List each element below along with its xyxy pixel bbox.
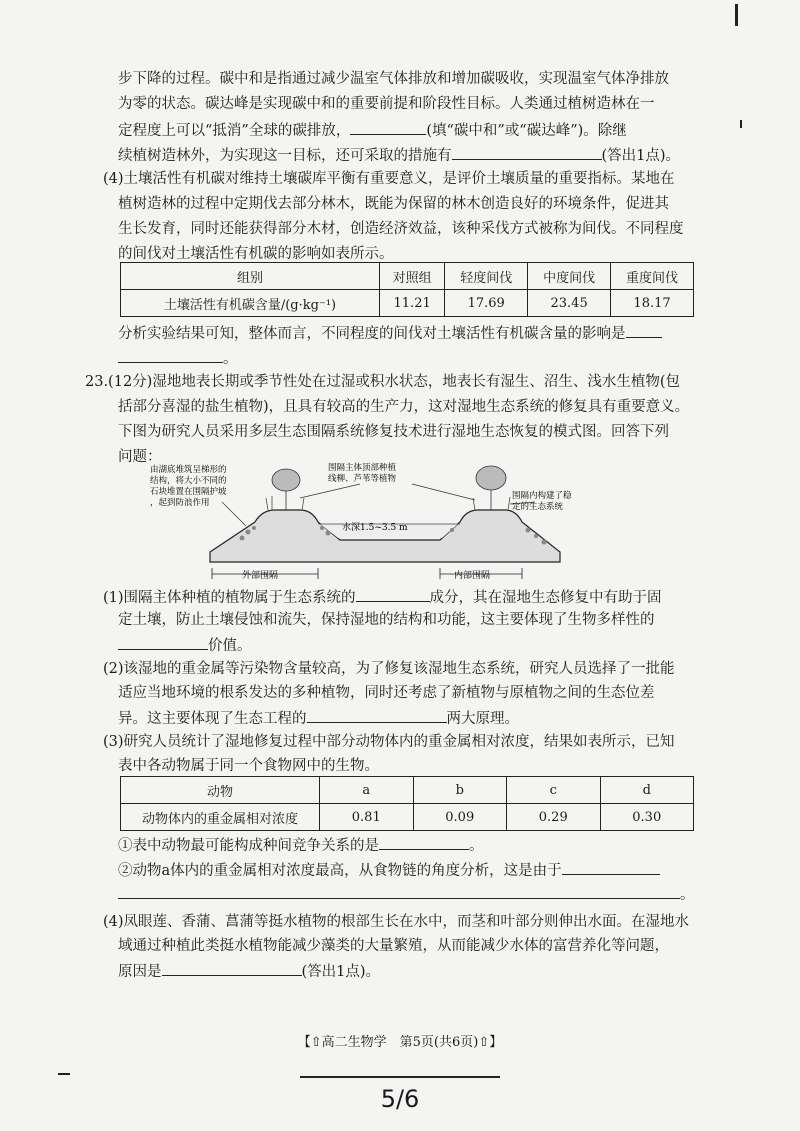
text-line <box>118 708 688 728</box>
answer-blank[interactable] <box>379 835 469 850</box>
scan-mark-bottom-left <box>58 1073 70 1075</box>
label-mid <box>328 462 399 484</box>
reed-icon <box>266 496 510 510</box>
text-line: 括部分喜湿的盐生植物)，且具有较高的生产力，这对湿地生态系统的修复具有重要意义。 <box>118 399 690 415</box>
table-cell: 23.45 <box>528 290 611 317</box>
table-cell: 11.21 <box>380 290 445 317</box>
label-left-4: ，起到防浪作用 <box>150 498 210 508</box>
answer-blank[interactable] <box>118 348 223 363</box>
label-right <box>512 490 574 512</box>
table-header-cell: 组别 <box>121 263 380 290</box>
answer-blank[interactable] <box>452 145 602 160</box>
depth-label: 水深1.5~3.5 m <box>342 523 408 533</box>
table-cell: 17.69 <box>445 290 528 317</box>
answer-blank[interactable] <box>307 708 447 723</box>
page-footer: 【⇧高二生物学 第5页(共6页)⇧】 <box>297 1035 503 1050</box>
text-line: 适应当地环境的根系发达的多种植物，同时还考虑了新植物与原植物之间的生态位差 <box>118 685 655 701</box>
text-line: 为零的状态。碳达峰是实现碳中和的重要前提和阶段性目标。人类通过植树造林在一 <box>118 96 655 112</box>
text-line: 的间伐对土壤活性有机碳的影响如表所示。 <box>118 246 394 262</box>
answer-blank[interactable] <box>626 323 662 338</box>
callout-line <box>412 484 475 500</box>
text-segment: 异。这主要体现了生态工程的 <box>118 711 307 727</box>
table-header-row <box>121 777 694 804</box>
text-segment: 。 <box>469 838 484 854</box>
text-line: (3)研究人员统计了湿地修复过程中部分动物体内的重金属相对浓度，结果如表所示，已知 <box>103 734 675 750</box>
tree-icon <box>476 466 506 510</box>
table-cell: 0.29 <box>507 804 601 831</box>
table-header-cell: 动物 <box>121 777 320 804</box>
text-line: 生长发育，同时还能获得部分木材，创造经济效益，该种采伐方式被称为间伐。不同程度 <box>118 221 684 237</box>
table-cell: 0.09 <box>413 804 507 831</box>
answer-blank[interactable] <box>562 860 660 875</box>
table-row-label: 动物体内的重金属相对浓度 <box>121 804 320 831</box>
table-header-row <box>121 263 694 290</box>
table-header-cell: b <box>413 777 507 804</box>
inner-label: 内部围隔 <box>454 571 491 580</box>
text-line <box>118 145 688 165</box>
text-segment: 续植树造林外，为实现这一目标，还可采取的措施有 <box>118 148 452 164</box>
label-right-2: 定的生态系统 <box>512 502 564 512</box>
text-line: 问题： <box>118 449 162 465</box>
callout-line <box>222 502 246 526</box>
text-line <box>118 635 688 655</box>
page-number: 5/6 <box>380 1085 420 1113</box>
table-header-cell: 对照组 <box>380 263 445 290</box>
text-segment: ①表中动物最可能构成种间竞争关系的是 <box>118 838 379 854</box>
scan-line-bottom <box>300 1076 500 1078</box>
text-line <box>118 835 688 855</box>
text-line <box>118 348 688 368</box>
soil-carbon-table <box>120 262 694 317</box>
text-segment: (答出1点)。 <box>601 148 681 164</box>
table-cell: 18.17 <box>611 290 694 317</box>
text-line <box>118 884 695 904</box>
text-line: (4)凤眼莲、香蒲、菖蒲等挺水植物的根部生长在水中，而茎和叶部分则伸出水面。在湿地水 <box>103 914 690 930</box>
wetland-diagram <box>150 462 620 580</box>
label-mid-2: 线柳、芦苇等植物 <box>328 474 397 484</box>
text-line: (2)该湿地的重金属等污染物含量较高，为了修复该湿地生态系统，研究人员选择了一批能 <box>103 661 675 677</box>
outer-label: 外部围隔 <box>242 571 279 580</box>
label-left-3: 石块堆置在围隔护坡 <box>150 487 227 497</box>
scan-mark-top-right <box>735 4 738 26</box>
text-line <box>118 120 688 140</box>
answer-blank[interactable] <box>118 635 208 650</box>
table-header-cell: 中度间伐 <box>528 263 611 290</box>
text-segment: 定程度上可以“抵消”全球的碳排放， <box>118 123 351 139</box>
text-segment: (填“碳中和”或“碳达峰”)。除继 <box>426 123 627 139</box>
text-line: 下图为研究人员采用多层生态围隔系统修复技术进行湿地生态恢复的模式图。回答下列 <box>118 424 669 440</box>
table-row <box>121 804 694 831</box>
table-header-cell: c <box>507 777 601 804</box>
text-line: 植树造林的过程中定期伐去部分林木，既能为保留的林木创造良好的环境条件，促进其 <box>118 196 669 212</box>
text-line: 定土壤，防止土壤侵蚀和流失，保持湿地的结构和功能，这主要体现了生物多样性的 <box>118 612 655 628</box>
text-line <box>118 323 688 343</box>
label-mid-1: 围隔主体顶部种植 <box>328 463 397 473</box>
table-row <box>121 290 694 317</box>
answer-blank[interactable] <box>350 120 426 135</box>
text-segment: 成分，其在湿地生态修复中有助于固 <box>429 590 662 606</box>
text-line: 域通过种植此类挺水植物能减少藻类的大量繁殖，从而能减少水体的富营养化等问题， <box>118 938 669 954</box>
question-23-line: 23.(12分)湿地地表长期或季节性处在过湿或积水状态，地表长有湿生、沼生、浅水生植物(包 <box>85 374 680 390</box>
scan-mark-right <box>740 120 742 128</box>
tree-icon <box>272 469 300 510</box>
text-segment: 。 <box>223 351 238 367</box>
label-right-1: 围隔内构建了稳 <box>512 491 572 501</box>
label-left-1: 由湖底堆筑呈梯形的 <box>150 465 227 475</box>
text-line: 表中各动物属于同一个食物网中的生物。 <box>118 758 379 774</box>
text-segment: 分析实验结果可知，整体而言，不同程度的间伐对土壤活性有机碳含量的影响是 <box>118 326 626 342</box>
text-line <box>118 961 688 981</box>
text-line <box>103 587 673 607</box>
answer-blank[interactable] <box>356 587 430 602</box>
text-segment: 原因是 <box>118 964 162 980</box>
label-left-2: 结构，将大小不同的 <box>150 476 227 486</box>
table-header-cell: a <box>320 777 414 804</box>
table-header-cell: d <box>600 777 694 804</box>
table-cell: 0.30 <box>600 804 694 831</box>
callout-line <box>300 484 360 498</box>
text-segment: 价值。 <box>208 638 252 654</box>
answer-blank[interactable] <box>162 961 302 976</box>
label-left <box>150 464 229 508</box>
table-cell: 0.81 <box>320 804 414 831</box>
text-segment: ②动物a体内的重金属相对浓度最高，从食物链的角度分析，这是由于 <box>118 863 562 879</box>
text-segment: (答出1点)。 <box>301 964 381 980</box>
answer-blank[interactable] <box>118 884 680 899</box>
text-line: 步下降的过程。碳中和是指通过减少温室气体排放和增加碳吸收，实现温室气体净排放 <box>118 71 669 87</box>
text-line <box>118 860 688 880</box>
table-header-cell: 重度间伐 <box>611 263 694 290</box>
table-row-label: 土壤活性有机碳含量/(g·kg⁻¹) <box>121 290 380 317</box>
text-segment: 两大原理。 <box>446 711 519 727</box>
text-line: (4)土壤活性有机碳对维持土壤碳库平衡有重要意义，是评价土壤质量的重要指标。某地在 <box>103 171 675 187</box>
heavy-metal-table <box>120 776 694 831</box>
table-header-cell: 轻度间伐 <box>445 263 528 290</box>
text-segment: 。 <box>680 887 695 903</box>
text-segment: (1)围隔主体种植的植物属于生态系统的 <box>103 590 356 606</box>
